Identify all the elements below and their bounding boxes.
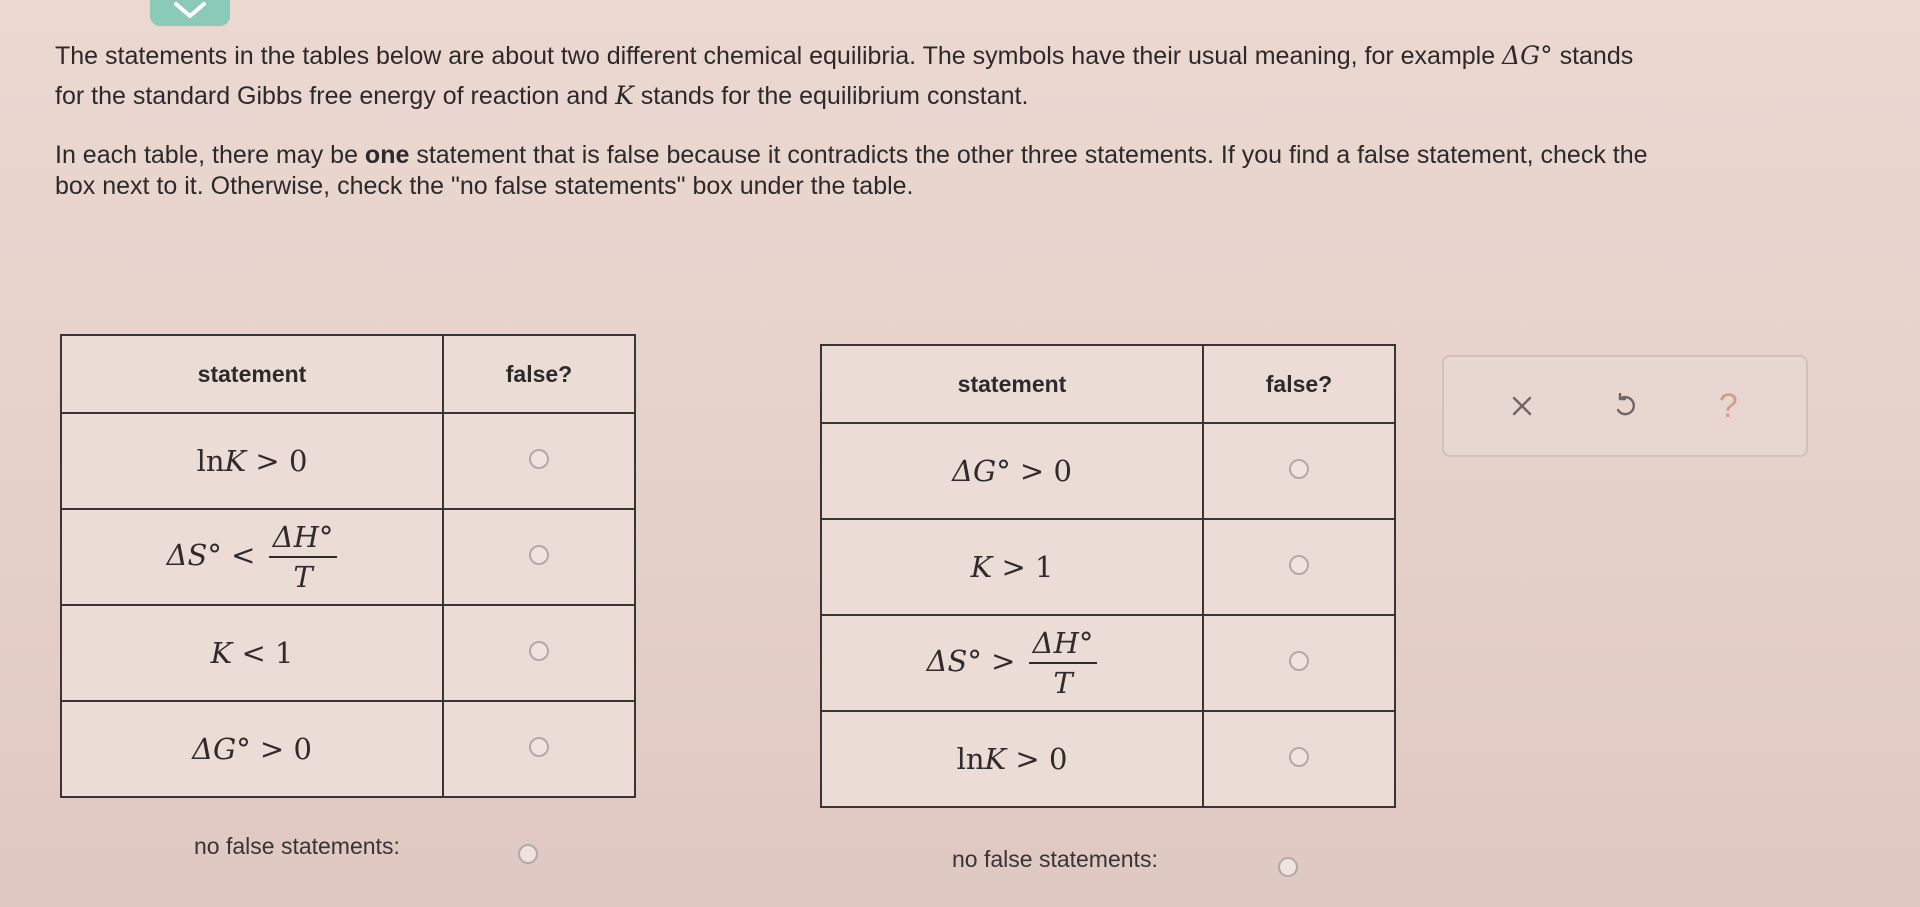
table-row: [61, 509, 635, 605]
table-row: [821, 615, 1395, 711]
false-choice-cell: [1203, 519, 1395, 615]
instructions-paragraph-1: The statements in the tables below are about two different chemical equilibria. The symbols have their usual meaning, for example ΔG° stands for the standard Gibbs free energy of reaction and K stands for the equilibrium constant.: [55, 41, 1634, 110]
check-icon: [172, 0, 208, 20]
false-radio-button[interactable]: [529, 545, 549, 565]
table-row: [61, 413, 635, 509]
false-choice-cell: [1203, 615, 1395, 711]
help-glyph: ?: [1718, 387, 1738, 425]
statement-cell: lnK > 0: [61, 413, 443, 509]
table-header-row: [821, 345, 1395, 423]
false-choice-cell: [1203, 711, 1395, 807]
statement-cell: K < 1: [61, 605, 443, 701]
false-choice-cell: [443, 605, 635, 701]
statement-cell: lnK > 0: [821, 711, 1203, 807]
no-false-statements-label: no false statements:: [194, 833, 400, 859]
false-header: false?: [1203, 345, 1395, 423]
table-row: [821, 711, 1395, 807]
table-row: [61, 701, 635, 797]
false-choice-cell: [1203, 423, 1395, 519]
help-icon[interactable]: [1708, 386, 1748, 426]
statement-cell: K > 1: [821, 519, 1203, 615]
fraction: $\frac{\Delta H^\circ}{T}$: [269, 520, 338, 594]
table-header-row: [61, 335, 635, 413]
fraction: $\frac{\Delta H^\circ}{T}$: [1029, 626, 1098, 700]
statement-cell: ΔS° < $\frac{\Delta H^\circ}{T}$: [61, 509, 443, 605]
statement-header: statement: [61, 335, 443, 413]
false-choice-cell: [443, 413, 635, 509]
instructions-paragraph-2: In each table, there may be one statement that is false because it contradicts the other three statements. If you find a false statement, check the box next to it. Otherwise, check the "no false statements" box under the table.: [55, 141, 1648, 200]
close-icon[interactable]: [1502, 386, 1542, 426]
false-choice-cell: [443, 701, 635, 797]
no-false-statements-label: no false statements:: [952, 846, 1158, 872]
statement-cell: ΔG° > 0: [61, 701, 443, 797]
false-radio-button[interactable]: [1289, 651, 1309, 671]
instructions: [55, 36, 1915, 202]
false-radio-button[interactable]: [529, 641, 549, 661]
statements-table-1: [60, 334, 636, 798]
false-choice-cell: [443, 509, 635, 605]
false-radio-button[interactable]: [1289, 555, 1309, 575]
statement-cell: ΔG° > 0: [821, 423, 1203, 519]
false-header: false?: [443, 335, 635, 413]
undo-icon[interactable]: [1605, 386, 1645, 426]
table-row: [821, 423, 1395, 519]
statement-header: statement: [821, 345, 1203, 423]
table-row: [61, 605, 635, 701]
false-radio-button[interactable]: [1289, 459, 1309, 479]
statements-table-2: [820, 344, 1396, 808]
table-row: [821, 519, 1395, 615]
false-radio-button[interactable]: [529, 737, 549, 757]
no-false-statements-radio[interactable]: [1278, 857, 1298, 877]
check-badge: [150, 0, 230, 26]
false-radio-button[interactable]: [529, 449, 549, 469]
statement-cell: ΔS° > $\frac{\Delta H^\circ}{T}$: [821, 615, 1203, 711]
false-radio-button[interactable]: [1289, 747, 1309, 767]
answer-toolbar: [1442, 355, 1808, 457]
no-false-statements-radio[interactable]: [518, 844, 538, 864]
